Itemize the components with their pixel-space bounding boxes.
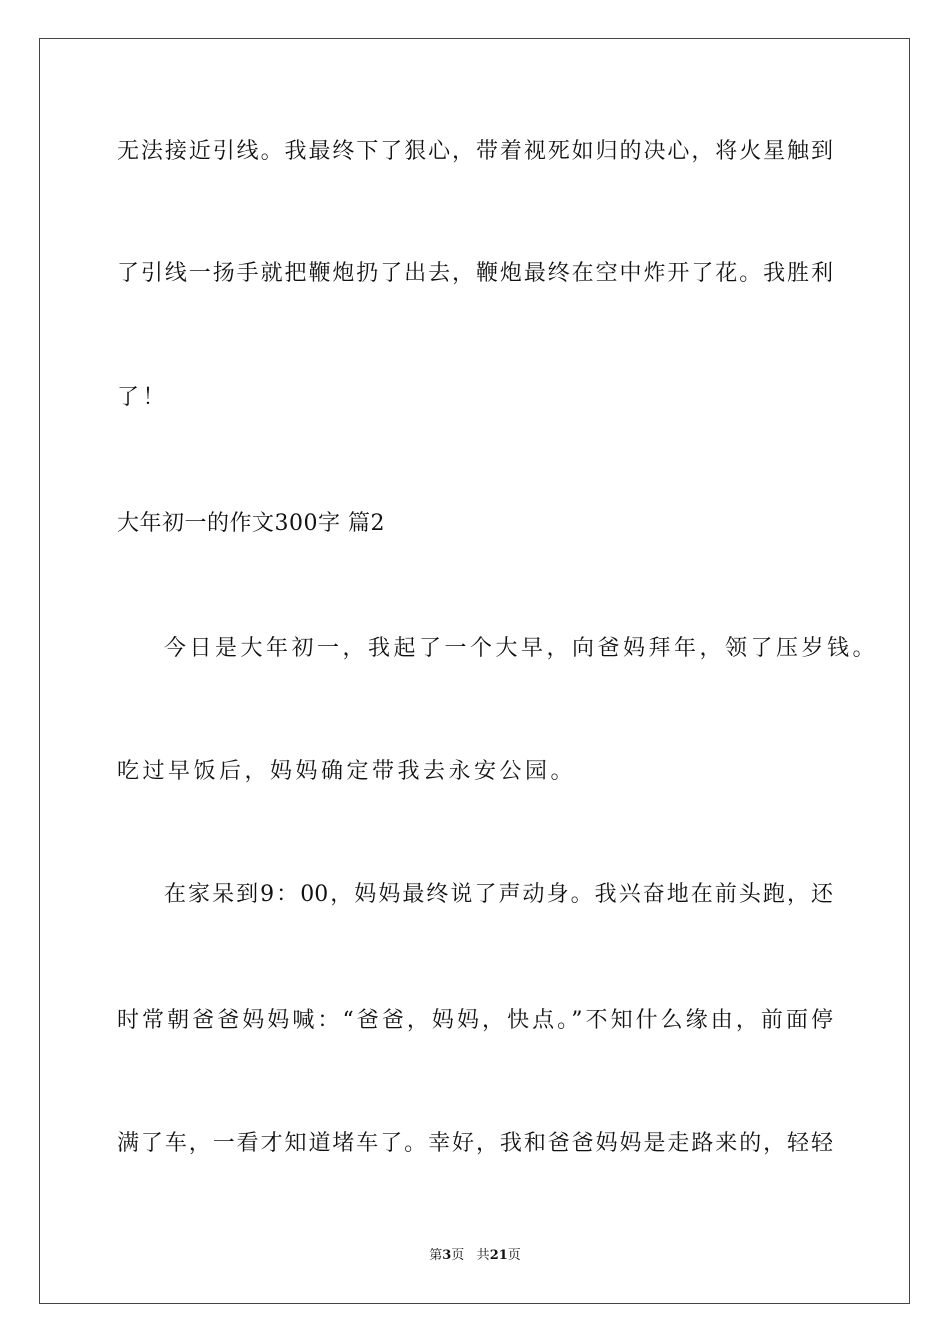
paragraph-line: 时常朝爸爸妈妈喊：“爸爸，妈妈，快点。”不知什么缘由，前面停 bbox=[117, 1008, 833, 1033]
body-line: 了！ bbox=[117, 385, 169, 410]
paragraph-line: 在家呆到9：00，妈妈最终说了声动身。我兴奋地在前头跑，还 bbox=[164, 882, 833, 907]
page-border bbox=[39, 38, 910, 1304]
body-line: 无法接近引线。我最终下了狠心，带着视死如归的决心，将火星触到 bbox=[117, 139, 833, 164]
footer-page-word: 页 bbox=[451, 1248, 465, 1263]
current-page-number: 3 bbox=[442, 1248, 452, 1263]
body-line: 了引线一扬手就把鞭炮扔了出去，鞭炮最终在空中炸开了花。我胜利 bbox=[117, 261, 833, 286]
paragraph-line: 满了车，一看才知道堵车了。幸好，我和爸爸妈妈是走路来的，轻轻 bbox=[117, 1131, 833, 1156]
footer-prefix: 第 bbox=[429, 1248, 443, 1263]
paragraph-line: 今日是大年初一，我起了一个大早，向爸妈拜年，领了压岁钱。 bbox=[164, 636, 879, 661]
footer-total-suffix: 页 bbox=[507, 1248, 521, 1263]
section-heading: 大年初一的作文300字 篇2 bbox=[117, 511, 385, 536]
paragraph-line: 吃过早饭后，妈妈确定带我去永安公园。 bbox=[117, 759, 577, 784]
total-pages-number: 21 bbox=[489, 1248, 508, 1263]
footer-total-prefix: 共 bbox=[476, 1248, 490, 1263]
page-footer bbox=[0, 1247, 950, 1265]
